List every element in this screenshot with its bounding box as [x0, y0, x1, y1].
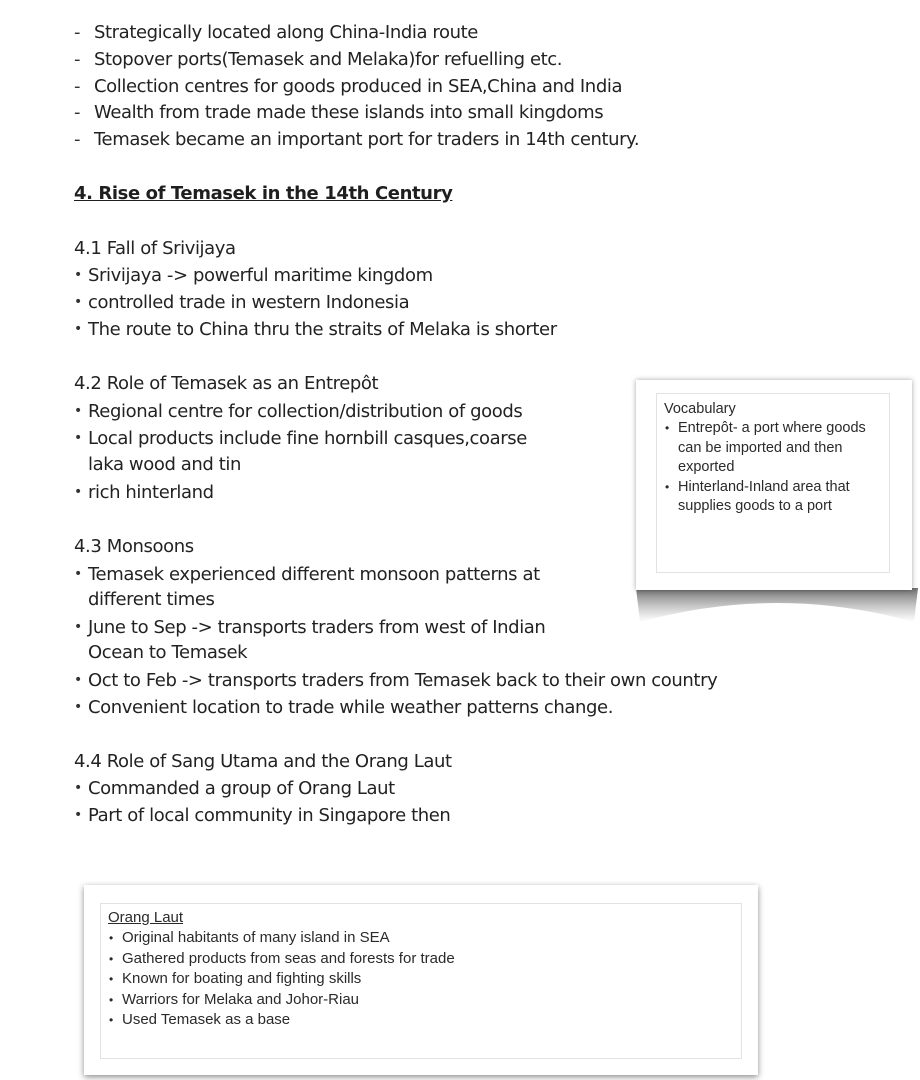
bullet-marker: •: [74, 484, 82, 500]
list-item: • Oct to Feb -> transports traders from Temasek back to their own country: [74, 667, 717, 694]
list-item: • controlled trade in western Indonesia: [74, 289, 409, 316]
orang-laut-item: • Original habitants of many island in SEA: [108, 928, 455, 949]
list-item: • Regional centre for collection/distribution of goods: [74, 398, 522, 425]
vocabulary-list: [664, 419, 886, 517]
orang-laut-box: [100, 903, 742, 1059]
bullet-marker: •: [74, 807, 82, 823]
vocabulary-box: [656, 393, 890, 573]
section-title: 4. Rise of Temasek in the 14th Century: [74, 183, 453, 204]
orang-laut-list: [108, 928, 455, 1031]
vocabulary-card: [636, 380, 912, 590]
list-item: • rich hinterland: [74, 479, 214, 506]
list-item-continuation: Ocean to Temasek: [88, 642, 248, 663]
list-item: • Convenient location to trade while weather patterns change.: [74, 694, 613, 721]
vocabulary-item: • Hinterland-Inland area that supplies goods to a port: [664, 478, 886, 517]
bullet-marker: •: [74, 403, 82, 419]
orang-laut-card: [84, 885, 758, 1075]
list-item: • Temasek experienced different monsoon patterns at: [74, 561, 540, 588]
subsection-heading: 4.3 Monsoons: [74, 536, 194, 557]
bullet-marker: •: [74, 566, 82, 582]
bullet-marker: •: [74, 780, 82, 796]
list-item: • Part of local community in Singapore then: [74, 802, 450, 829]
dash-marker: -: [74, 102, 81, 123]
list-item: • Commanded a group of Orang Laut: [74, 775, 395, 802]
dash-marker: -: [74, 49, 81, 70]
intro-point: - Stopover ports(Temasek and Melaka)for refuelling etc.: [74, 47, 562, 73]
intro-point: - Strategically located along China-India route: [74, 20, 478, 46]
orang-laut-item: • Warriors for Melaka and Johor-Riau: [108, 990, 455, 1011]
card-curl-shadow: [636, 588, 918, 628]
orang-laut-title: Orang Laut: [108, 909, 184, 926]
subsection-heading: 4.1 Fall of Srivijaya: [74, 238, 236, 259]
bullet-marker: •: [74, 321, 82, 337]
subsection-heading: 4.4 Role of Sang Utama and the Orang Laut: [74, 751, 452, 772]
intro-point: - Temasek became an important port for traders in 14th century.: [74, 127, 639, 153]
intro-point: - Wealth from trade made these islands into small kingdoms: [74, 100, 603, 126]
bullet-marker: •: [74, 699, 82, 715]
vocabulary-item: • Entrepôt- a port where goods can be imported and then exported: [664, 419, 886, 478]
orang-laut-item: • Gathered products from seas and forests for trade: [108, 949, 455, 970]
dash-marker: -: [74, 129, 81, 150]
intro-point: - Collection centres for goods produced in SEA,China and India: [74, 74, 622, 100]
bullet-marker: •: [74, 672, 82, 688]
subsection-heading: 4.2 Role of Temasek as an Entrepôt: [74, 373, 379, 394]
bullet-marker: •: [74, 619, 82, 635]
list-item-continuation: laka wood and tin: [88, 454, 242, 475]
list-item: • Srivijaya -> powerful maritime kingdom: [74, 262, 433, 289]
dash-marker: -: [74, 76, 81, 97]
orang-laut-item: • Used Temasek as a base: [108, 1010, 455, 1031]
bullet-marker: •: [74, 430, 82, 446]
vocabulary-title: Vocabulary: [664, 401, 736, 417]
list-item: • Local products include fine hornbill casques,coarse: [74, 425, 527, 452]
list-item: • The route to China thru the straits of Melaka is shorter: [74, 316, 557, 343]
orang-laut-item: • Known for boating and fighting skills: [108, 969, 455, 990]
dash-marker: -: [74, 22, 81, 43]
list-item: • June to Sep -> transports traders from west of Indian: [74, 614, 545, 641]
bullet-marker: •: [74, 267, 82, 283]
bullet-marker: •: [74, 294, 82, 310]
list-item-continuation: different times: [88, 589, 215, 610]
